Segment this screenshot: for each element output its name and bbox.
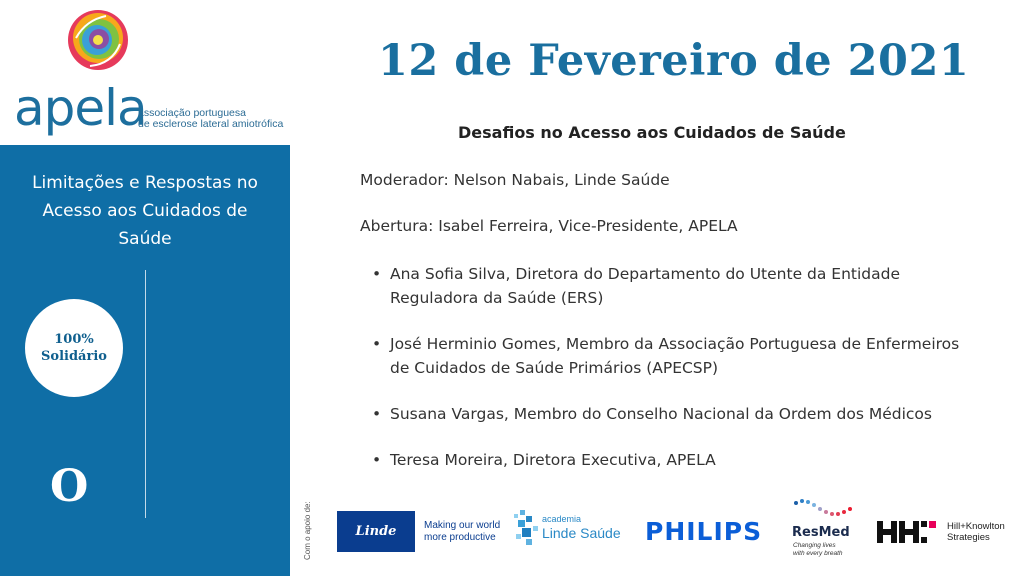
moderator-line: Moderador: Nelson Nabais, Linde Saúde [360, 171, 670, 189]
linde-tagline-line: Making our world [424, 520, 501, 531]
logo-subtitle-line: associação portuguesa [138, 107, 246, 119]
speaker-list [372, 262, 972, 494]
hk-name [947, 521, 1005, 543]
hk-name-line: Hill+Knowlton [947, 521, 1005, 532]
speaker-item: • José Herminio Gomes, Membro da Associação Portuguesa de Enfermeiros de Cuidados de Saúde Primários (APECSP) [372, 332, 972, 380]
rose-logo-icon [66, 8, 130, 72]
academia-linde-saude-logo [512, 508, 624, 552]
section-title: Desafios no Acesso aos Cuidados de Saúde [458, 123, 846, 142]
sidebar-panel [0, 145, 290, 576]
linde-tagline [424, 520, 500, 544]
apela-logo [0, 0, 290, 145]
philips-logo: PHILIPS [645, 517, 763, 546]
speaker-item: • Susana Vargas, Membro do Conselho Nacional da Ordem dos Médicos [372, 402, 972, 426]
academia-name: Linde Saúde [542, 525, 621, 541]
resmed-tagline [793, 542, 843, 558]
divider-line [145, 270, 146, 518]
logo-subtitle-line: de esclerose lateral amiotrófica [138, 118, 284, 130]
resmed-tagline-line: with every breath [793, 550, 843, 557]
hk-name-line: Strategies [947, 532, 990, 543]
logo-wordmark: apela [14, 79, 147, 137]
speaker-item: • Teresa Moreira, Diretora Executiva, APELA [372, 448, 972, 472]
linde-tagline-line: more productive [424, 532, 496, 543]
academia-label: academia [542, 514, 582, 524]
speaker-item: • Ana Sofia Silva, Diretora do Departamento do Utente da Entidade Reguladora da Saúde (ERS) [372, 262, 972, 310]
event-date: 12 de Fevereiro de 2021 [378, 36, 970, 86]
logo-subtitle [138, 108, 283, 130]
academia-dots-icon [512, 508, 542, 552]
resmed-tagline-line: Changing lives [793, 542, 836, 549]
solidario-badge [25, 299, 123, 397]
sidebar-letter: O [50, 461, 89, 512]
linde-logo-text: Linde [355, 524, 397, 539]
badge-percent: 100% [54, 332, 94, 347]
resmed-logo [790, 497, 860, 561]
hk-pattern-icon [877, 521, 937, 543]
opening-line: Abertura: Isabel Ferreira, Vice-Presidente, APELA [360, 217, 738, 235]
linde-logo [337, 511, 415, 552]
resmed-name: ResMed [792, 525, 850, 540]
resmed-wave-icon [790, 497, 856, 525]
support-label: Com o apoio de: [303, 501, 312, 560]
badge-label: Solidário [41, 349, 107, 364]
sidebar-title: Limitações e Respostas no Acesso aos Cuidados de Saúde [32, 173, 258, 249]
